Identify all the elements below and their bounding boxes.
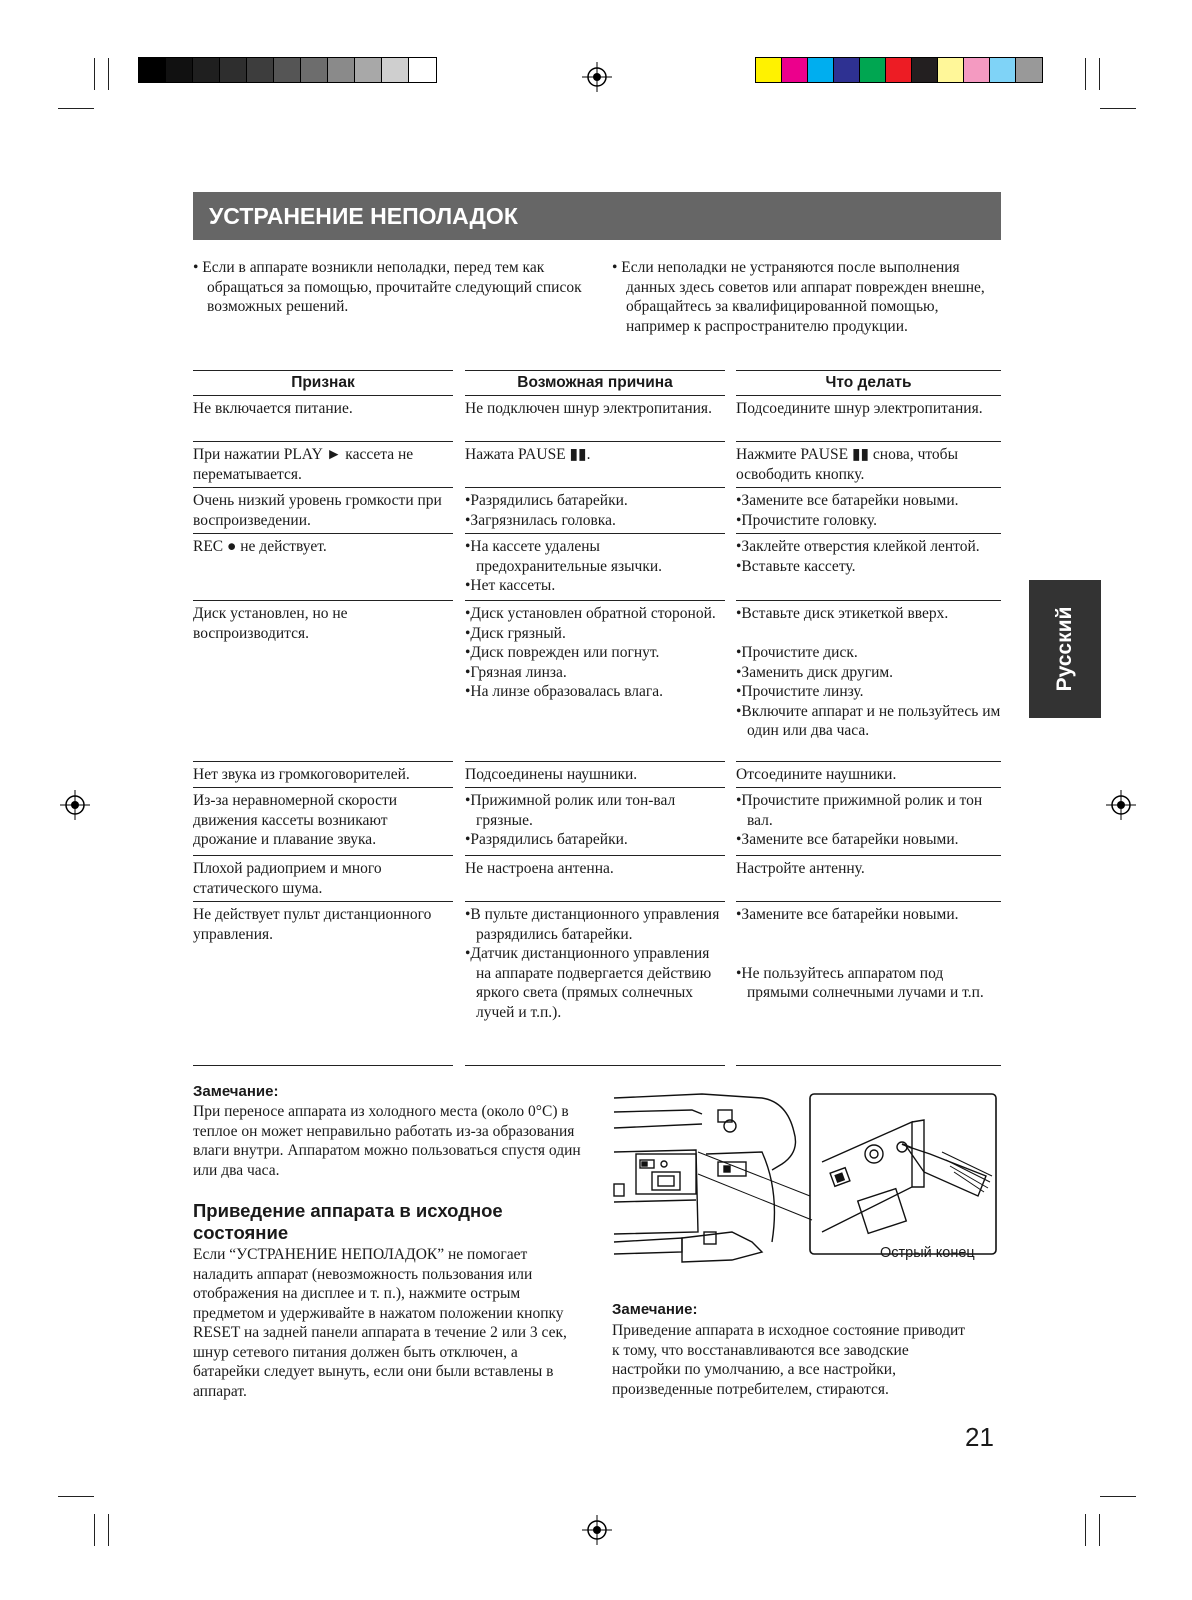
table-cell-line: •Диск установлен обратной стороной. — [465, 605, 716, 622]
table-cell-cause — [465, 537, 725, 601]
table-cell-line: •Разрядились батарейки. — [465, 492, 628, 509]
table-cell-line: •Замените все батарейки новыми. — [736, 492, 959, 509]
table-cell-symptom — [193, 491, 453, 534]
table-cell-symptom — [193, 399, 453, 442]
table-cell-line: •Датчик дистанционного управления на аппарате подвергается действию яркого света (прямых солнечных лучей и т.п.). — [465, 945, 712, 1021]
header-cause: Возможная причина — [465, 370, 725, 396]
table-cell-line: Не настроена антенна. — [465, 860, 614, 877]
table-cell-remedy — [736, 491, 1001, 534]
table-cell-line: Подсоединены наушники. — [465, 766, 638, 783]
table-cell-line: Не действует пульт дистанционного управления. — [193, 906, 432, 943]
table-cell-line: •Прочистите линзу. — [736, 683, 864, 700]
table-cell-line: •Прочистите головку. — [736, 511, 877, 529]
header-symptom: Признак — [193, 370, 453, 396]
table-cell-cause — [465, 445, 725, 488]
table-cell-line: Не включается питание. — [193, 400, 353, 417]
table-cell-line: Из-за неравномерной скорости движения кассеты возникают дрожание и плавание звука. — [193, 792, 398, 848]
table-cell-line: REC ● не действует. — [193, 538, 327, 555]
table-cell-line: Настройте антенну. — [736, 860, 865, 877]
table-cell-symptom — [193, 859, 453, 902]
intro-left: • Если в аппарате возникли неполадки, перед тем как обращаться за помощью, прочитайте следующий список возможных решений. — [193, 259, 582, 315]
table-cell-remedy — [736, 905, 1001, 1066]
table-cell-line: •Включите аппарат и не пользуйтесь им один или два часа. — [736, 702, 1001, 739]
table-cell-line: Подсоедините шнур электропитания. — [736, 400, 983, 417]
table-cell-cause — [465, 905, 725, 1066]
table-cell-remedy — [736, 604, 1001, 762]
registration-target-icon — [582, 1515, 612, 1545]
table-cell-line: •Вставьте диск этикеткой вверх. — [736, 605, 949, 622]
table-cell-line: Очень низкий уровень громкости при воспроизведении. — [193, 492, 442, 529]
table-cell-line — [736, 925, 1001, 945]
table-cell-symptom — [193, 445, 453, 488]
table-cell-line: •В пульте дистанционного управления разрядились батарейки. — [465, 906, 720, 943]
table-cell-remedy — [736, 791, 1001, 856]
header-remedy: Что делать — [736, 370, 1001, 396]
table-cell-symptom — [193, 905, 453, 1066]
table-cell-line: •Замените все батарейки новыми. — [736, 906, 959, 923]
table-cell-cause — [465, 791, 725, 856]
table-cell-symptom — [193, 604, 453, 762]
table-cell-line: •Замените все батарейки новыми. — [736, 831, 959, 848]
table-cell-line — [736, 944, 1001, 964]
table-cell-line: Отсоедините наушники. — [736, 766, 897, 783]
table-cell-line: •Разрядились батарейки. — [465, 831, 628, 848]
table-cell-cause — [465, 765, 725, 788]
intro-right: • Если неполадки не устраняются после выполнения данных здесь советов или аппарат поврежден внешне, обращайтесь за квалифицированной помощью, например к распространителю продукции. — [612, 259, 985, 335]
table-cell-line: Диск установлен, но не воспроизводится. — [193, 605, 348, 642]
note1-text: При переносе аппарата из холодного места (около 0°C) в теплое он может неправильно работать из-за образования влаги внутри. Аппаратом можно пользоваться спустя один или два часа. — [193, 1103, 581, 1179]
table-cell-line: •На кассете удалены предохранительные язычки. — [465, 538, 663, 575]
table-cell-line: •Прочистите прижимной ролик и тон вал. — [736, 792, 983, 829]
reset-text: Если “УСТРАНЕНИЕ НЕПОЛАДОК” не помогает наладить аппарат (невозможность пользования или отображения на дисплее и т. п.), нажмите острым предметом и удерживайте в нажатом положении кнопку RESET на задней панели аппарата в течение 2 или 3 сек, шнур сетевого питания должен быть отключен, а батарейки следует вынуть, если они были вставлены в аппарат. — [193, 1246, 567, 1400]
table-cell-line: •На линзе образовалась влага. — [465, 683, 664, 700]
note1-title: Замечание: — [193, 1083, 279, 1100]
table-cell-line: Нет звука из громкоговорителей. — [193, 766, 410, 783]
table-cell-remedy — [736, 859, 1001, 902]
note2-title: Замечание: — [612, 1301, 698, 1318]
reset-heading: Приведение аппарата в исходное состояние — [193, 1200, 503, 1243]
table-cell-line: •Загрязнилась головка. — [465, 511, 616, 529]
registration-target-icon — [1106, 790, 1136, 820]
table-cell-line: •Вставьте кассету. — [736, 557, 856, 575]
table-cell-remedy — [736, 399, 1001, 442]
table-cell-line: •Диск грязный. — [465, 624, 566, 642]
table-cell-line: •Заменить диск другим. — [736, 663, 894, 681]
table-cell-line: •Нет кассеты. — [465, 577, 556, 594]
table-cell-line: •Диск поврежден или погнут. — [465, 644, 660, 661]
table-cell-cause — [465, 399, 725, 442]
table-cell-line: Плохой радиоприем и много статического шума. — [193, 860, 382, 897]
table-cell-cause — [465, 604, 725, 762]
table-cell-line: Не подключен шнур электропитания. — [465, 400, 712, 417]
table-cell-remedy — [736, 765, 1001, 788]
table-cell-line: Нажмите PAUSE ▮▮ снова, чтобы освободить кнопку. — [736, 446, 958, 483]
table-cell-line: •Прижимной ролик или тон-вал грязные. — [465, 792, 676, 829]
table-cell-line: •Прочистите диск. — [736, 644, 858, 661]
table-cell-remedy — [736, 537, 1001, 601]
table-cell-cause — [465, 491, 725, 534]
language-tab — [1029, 580, 1101, 718]
table-cell-symptom — [193, 765, 453, 788]
registration-target-icon — [60, 790, 90, 820]
table-cell-line: При нажатии PLAY ► кассета не перематывается. — [193, 446, 414, 483]
table-cell-line: Нажата PAUSE ▮▮. — [465, 446, 591, 463]
page-title: УСТРАНЕНИЕ НЕПОЛАДОК — [209, 203, 518, 229]
table-cell-symptom — [193, 537, 453, 601]
page-number: 21 — [965, 1422, 994, 1452]
table-cell-line — [736, 624, 1001, 644]
note2-text: Приведение аппарата в исходное состояние приводит к тому, что восстанавливаются все заводские настройки по умолчанию, а все настройки, произведенные потребителем, стираются. — [612, 1322, 966, 1398]
table-cell-remedy — [736, 445, 1001, 488]
table-cell-cause — [465, 859, 725, 902]
registration-target-icon — [582, 62, 612, 92]
figure-callout: Острый конец — [880, 1245, 975, 1261]
table-cell-line: •Заклейте отверстия клейкой лентой. — [736, 538, 980, 555]
table-cell-line: •Не пользуйтесь аппаратом под прямыми солнечными лучами и т.п. — [736, 964, 984, 1001]
section-title-bar — [193, 192, 1001, 240]
table-cell-line: •Грязная линза. — [465, 663, 567, 681]
table-cell-symptom — [193, 791, 453, 856]
language-tab-label: Русский — [1053, 606, 1076, 692]
